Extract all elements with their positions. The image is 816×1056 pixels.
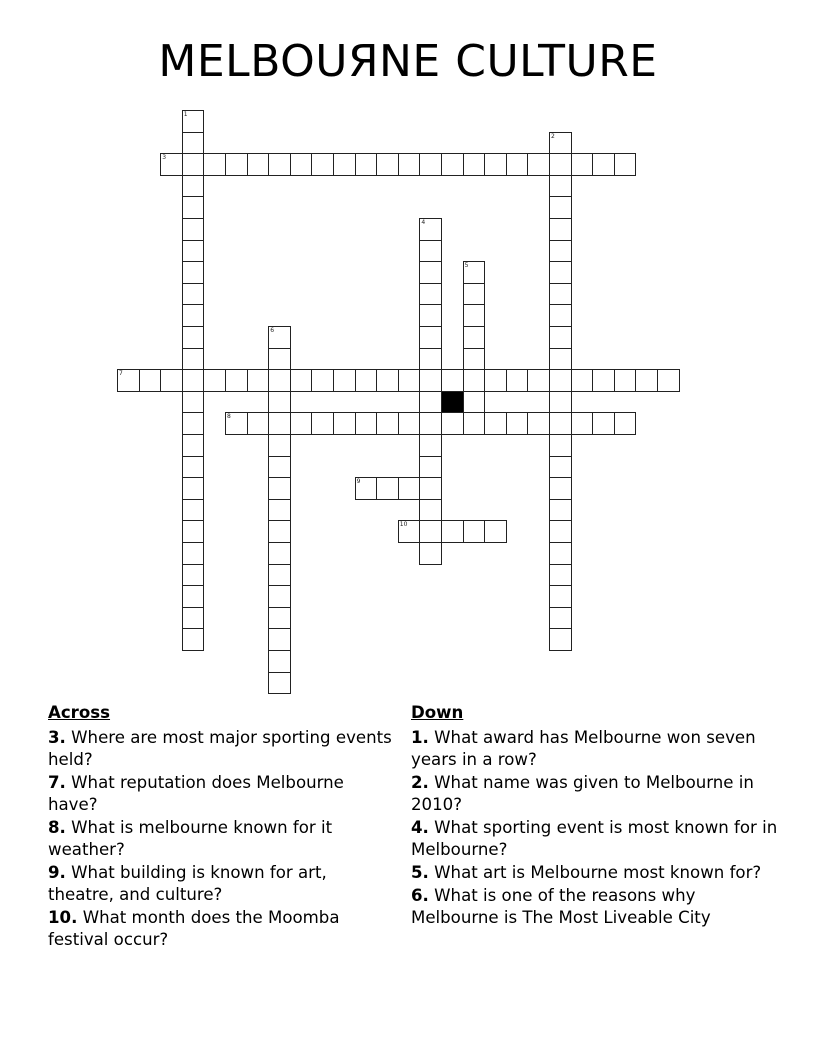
grid-cell[interactable] [160,369,183,392]
grid-cell[interactable] [419,283,442,306]
across-clue-3 [48,727,393,771]
grid-cell[interactable] [398,412,421,435]
grid-cell[interactable] [182,607,205,630]
grid-cell[interactable] [549,628,572,651]
grid-cell[interactable] [268,348,291,371]
grid-cell[interactable] [419,261,442,284]
clue-text: What reputation does Melbourne have? [48,773,344,814]
grid-cell[interactable] [333,412,356,435]
grid-cell[interactable] [527,153,550,176]
grid-cell[interactable] [419,412,442,435]
grid-cell[interactable] [419,218,442,241]
grid-cell[interactable] [549,218,572,241]
clue-number: 10. [48,908,78,927]
grid-cell[interactable] [419,153,442,176]
clue-text: What sporting event is most known for in Melbourne? [411,818,778,859]
across-clue-9 [48,862,393,906]
grid-cell[interactable] [247,153,270,176]
clue-number: 8. [48,818,66,837]
grid-cell[interactable] [549,132,572,155]
grid-cell[interactable] [311,153,334,176]
grid-cell[interactable] [614,369,637,392]
grid-cell[interactable] [182,153,205,176]
grid-cell[interactable] [398,369,421,392]
grid-cell[interactable] [419,499,442,522]
grid-cell[interactable] [419,348,442,371]
grid-cell[interactable] [571,412,594,435]
grid-cell[interactable] [549,542,572,565]
grid-cell[interactable] [614,412,637,435]
down-clue-1 [411,727,781,771]
grid-cell[interactable] [441,412,464,435]
cell-number: 6 [270,327,275,334]
grid-cell[interactable] [398,153,421,176]
cell-number: 2 [551,132,555,140]
grid-cell[interactable] [419,326,442,349]
grid-cell[interactable] [182,564,205,587]
grid-cell[interactable] [268,434,291,457]
grid-cell[interactable] [614,153,637,176]
grid-cell[interactable] [182,499,205,522]
grid-cell[interactable] [484,412,507,435]
grid-cell[interactable] [182,542,205,565]
cell-number: 5 [464,262,469,270]
grid-cell[interactable] [463,283,486,306]
grid-cell[interactable] [376,153,399,176]
grid-cell[interactable] [376,412,399,435]
grid-cell[interactable] [268,585,291,608]
black-cell [441,391,464,414]
grid-cell[interactable] [290,153,313,176]
grid-cell[interactable] [268,326,291,349]
grid-cell[interactable] [571,153,594,176]
grid-cell[interactable] [355,412,378,435]
grid-cell[interactable] [182,132,205,155]
grid-cell[interactable] [549,499,572,522]
grid-cell[interactable] [419,434,442,457]
across-clue-8 [48,817,393,861]
clue-number: 6. [411,886,429,905]
clue-text: What month does the Moomba festival occur? [48,908,340,949]
grid-cell[interactable] [355,369,378,392]
clue-text: Where are most major sporting events held? [48,728,392,769]
grid-cell[interactable] [549,607,572,630]
grid-cell[interactable] [182,412,205,435]
grid-cell[interactable] [484,153,507,176]
across-clue-10 [48,907,393,951]
grid-cell[interactable] [419,542,442,565]
grid-cell[interactable] [463,304,486,327]
grid-cell[interactable] [268,672,291,695]
grid-cell[interactable] [419,369,442,392]
grid-cell[interactable] [376,477,399,500]
grid-cell[interactable] [506,153,529,176]
clue-text: What art is Melbourne most known for? [434,863,762,882]
clue-number: 3. [48,728,66,747]
grid-cell[interactable] [268,369,291,392]
cell-number: 9 [356,478,361,486]
grid-cell[interactable] [549,477,572,500]
grid-cell[interactable] [463,153,486,176]
grid-cell[interactable] [398,520,421,543]
grid-cell[interactable] [268,499,291,522]
across-clue-7 [48,772,393,816]
cell-number: 7 [119,370,123,378]
grid-cell[interactable] [657,369,680,392]
grid-cell[interactable] [268,391,291,414]
grid-cell[interactable] [549,326,572,349]
clue-text: What building is known for art, theatre, and culture? [48,863,327,904]
grid-cell[interactable] [182,585,205,608]
grid-cell[interactable] [182,477,205,500]
grid-cell[interactable] [549,564,572,587]
grid-cell[interactable] [182,326,205,349]
grid-cell[interactable] [225,153,248,176]
grid-cell[interactable] [182,196,205,219]
grid-cell[interactable] [182,283,205,306]
grid-cell[interactable] [203,153,226,176]
grid-cell[interactable] [549,261,572,284]
grid-cell[interactable] [355,153,378,176]
grid-cell[interactable] [549,283,572,306]
puzzle-title: MELBOUЯNE CULTURE [158,36,658,87]
grid-cell[interactable] [225,369,248,392]
grid-cell[interactable] [419,391,442,414]
grid-cell[interactable] [635,369,658,392]
clue-number: 5. [411,863,429,882]
clue-text: What name was given to Melbourne in 2010? [411,773,754,814]
down-clue-4 [411,817,781,861]
grid-cell[interactable] [268,456,291,479]
grid-cell[interactable] [463,412,486,435]
grid-cell[interactable] [311,412,334,435]
grid-cell[interactable] [527,412,550,435]
grid-cell[interactable] [182,304,205,327]
grid-cell[interactable] [549,520,572,543]
grid-cell[interactable] [182,218,205,241]
grid-cell[interactable] [225,412,248,435]
grid-cell[interactable] [182,240,205,263]
down-clue-6 [411,885,781,929]
grid-cell[interactable] [182,261,205,284]
grid-cell[interactable] [549,585,572,608]
grid-cell[interactable] [182,175,205,198]
cell-number: 10 [399,521,408,529]
grid-cell[interactable] [463,348,486,371]
clue-number: 9. [48,863,66,882]
grid-cell[interactable] [333,369,356,392]
grid-cell[interactable] [419,456,442,479]
grid-cell[interactable] [247,412,270,435]
clue-number: 4. [411,818,429,837]
grid-cell[interactable] [268,564,291,587]
grid-cell[interactable] [268,628,291,651]
grid-cell[interactable] [182,348,205,371]
clue-number: 7. [48,773,66,792]
grid-cell[interactable] [182,520,205,543]
down-clue-2 [411,772,781,816]
cell-number: 1 [183,111,188,118]
grid-cell[interactable] [484,520,507,543]
grid-cell[interactable] [398,477,421,500]
grid-cell[interactable] [549,304,572,327]
grid-cell[interactable] [549,196,572,219]
clue-text: What award has Melbourne won seven years in a row? [411,728,756,769]
grid-cell[interactable] [268,650,291,673]
clue-number: 1. [411,728,429,747]
grid-cell[interactable] [506,412,529,435]
grid-cell[interactable] [549,153,572,176]
grid-cell[interactable] [549,391,572,414]
grid-cell[interactable] [160,153,183,176]
cell-number: 8 [227,413,231,421]
grid-cell[interactable] [549,348,572,371]
grid-cell[interactable] [139,369,162,392]
down-heading: Down [411,703,464,722]
down-clues [411,702,781,930]
grid-cell[interactable] [419,240,442,263]
grid-cell[interactable] [247,369,270,392]
grid-cell[interactable] [549,369,572,392]
grid-cell[interactable] [333,153,356,176]
grid-cell[interactable] [549,240,572,263]
grid-cell[interactable] [182,391,205,414]
grid-cell[interactable] [592,412,615,435]
grid-cell[interactable] [549,175,572,198]
grid-cell[interactable] [463,261,486,284]
grid-cell[interactable] [441,369,464,392]
clue-number: 2. [411,773,429,792]
grid-cell[interactable] [484,369,507,392]
grid-cell[interactable] [290,369,313,392]
grid-cell[interactable] [441,153,464,176]
grid-cell[interactable] [268,477,291,500]
grid-cell[interactable] [182,110,205,133]
across-heading: Across [48,703,111,722]
grid-cell[interactable] [527,369,550,392]
grid-cell[interactable] [311,369,334,392]
grid-cell[interactable] [268,153,291,176]
grid-cell[interactable] [268,542,291,565]
grid-cell[interactable] [463,391,486,414]
grid-cell[interactable] [182,628,205,651]
across-clues [48,702,393,952]
grid-cell[interactable] [117,369,140,392]
grid-cell[interactable] [268,412,291,435]
clue-text: What is one of the reasons why Melbourne is The Most Liveable City [411,886,711,927]
grid-cell[interactable] [463,369,486,392]
grid-cell[interactable] [549,456,572,479]
grid-cell[interactable] [549,434,572,457]
grid-cell[interactable] [506,369,529,392]
grid-cell[interactable] [290,412,313,435]
grid-cell[interactable] [419,304,442,327]
grid-cell[interactable] [355,477,378,500]
grid-cell[interactable] [203,369,226,392]
grid-cell[interactable] [592,369,615,392]
grid-cell[interactable] [182,369,205,392]
grid-cell[interactable] [419,520,442,543]
cell-number: 3 [162,154,167,162]
grid-cell[interactable] [463,326,486,349]
clue-text: What is melbourne known for it weather? [48,818,333,859]
grid-cell[interactable] [592,153,615,176]
grid-cell[interactable] [571,369,594,392]
grid-cell[interactable] [268,520,291,543]
cell-number: 4 [421,219,426,226]
grid-cell[interactable] [268,607,291,630]
grid-cell[interactable] [182,434,205,457]
grid-cell[interactable] [182,456,205,479]
grid-cell[interactable] [441,520,464,543]
grid-cell[interactable] [376,369,399,392]
grid-cell[interactable] [419,477,442,500]
grid-cell[interactable] [463,520,486,543]
down-clue-5 [411,862,781,884]
grid-cell[interactable] [549,412,572,435]
